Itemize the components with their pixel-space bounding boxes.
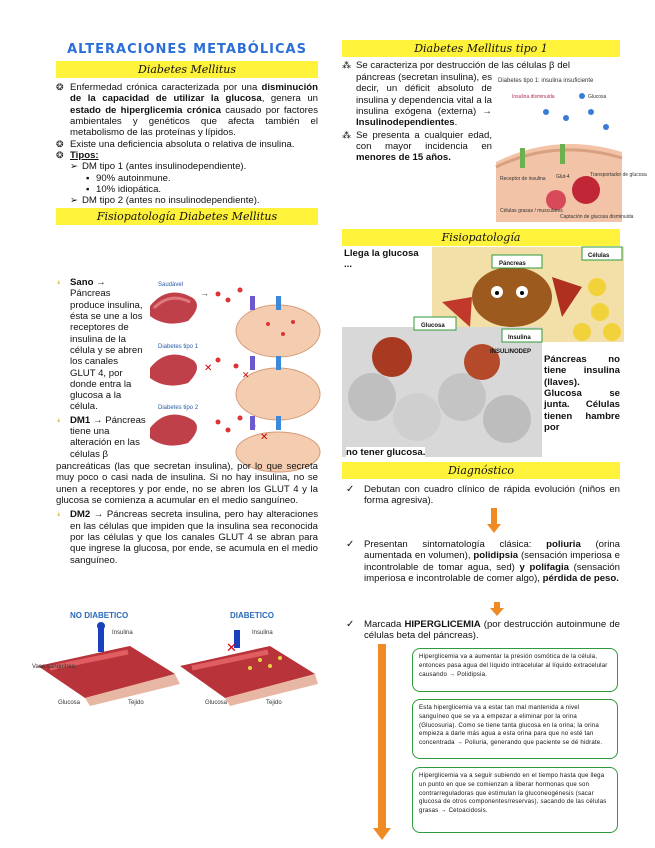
- note-poliuria: Esta hiperglicemia va a estar tan mal mantenida a nivel sanguíneo que se va a empezar a eliminar por la orina (Glucosuria). Como se tiene tanta glucosa en la orina; la orina empieza a darle más agua a esta orina para que no esté tan concentrada → Poliuria, generando que paciente se dé hidrate.: [412, 699, 618, 759]
- svg-text:Insulina: Insulina: [508, 335, 531, 341]
- diabetes-types-diagram: [148, 276, 318, 460]
- sun-bullet-icon: ❂: [56, 82, 64, 92]
- dm1-bullets: páncreas (secretan insulina), es decir, un déficit absoluto de insulina y dependencia vital a la insulina exógena (externa) → Insulinodependientes. ⁂ Se presenta a cualquier edad, con mayor incidencia en menores de 15 años.: [342, 72, 492, 164]
- svg-text:Insulina: Insulina: [112, 630, 133, 636]
- svg-text:Glucosa: Glucosa: [588, 94, 607, 100]
- note-cetoacidosis: Hiperglicemia va a seguir subiendo en el tiempo hasta que llega un punto en que se comienzan a liberar hormonas que son contrarreguladoras que estimulan la gluconeogénesis (sacar glucosa de otros componentes/reservas), sacando de las células grasas → Cetoacidosis.: [412, 767, 618, 833]
- sano-block: ⍖ Sano → Páncreas produce insulina, ésta se une a los receptores de insulina de la célula y se abren los canales GLUT 4, por donde entra la glucosa a la célula. ⍖ DM1 → Páncreas tiene una alteración en las células β: [56, 277, 146, 460]
- svg-text:✕: ✕: [242, 370, 250, 380]
- svg-text:✕: ✕: [204, 363, 213, 374]
- svg-text:→: →: [200, 288, 209, 298]
- intro-bullet-2: ❂ Existe una deficiencia absoluta o relativa de insulina.: [56, 138, 295, 150]
- svg-text:✕: ✕: [260, 432, 269, 443]
- fisio-heading-left: Fisiopatología Diabetes Mellitus: [56, 208, 318, 225]
- llega-glucosa-text: Llega la glucosa ...: [344, 248, 424, 271]
- svg-text:Glut-4: Glut-4: [556, 174, 570, 180]
- svg-text:Captación de glucosa disminuid: Captación de glucosa disminuida: [560, 214, 634, 220]
- diag-item-3: ✓ Marcada HIPERGLICEMIA (por destrucción autoinmune de células beta del páncreas).: [346, 619, 621, 642]
- svg-text:Diabetes tipo 1: insulina insu: Diabetes tipo 1: insulina insuficiente: [498, 78, 594, 84]
- down-arrow-icon: [487, 524, 501, 533]
- sun-bullet-icon: ❂: [56, 138, 64, 149]
- svg-text:Transportador de glucosa: Transportador de glucosa: [590, 172, 647, 178]
- asterisk-bullet-icon: ⁂: [342, 129, 351, 140]
- svg-text:Diabetes tipo 2: Diabetes tipo 2: [158, 405, 199, 411]
- dm1-insulin-figure: [496, 72, 647, 222]
- down-arrow-icon: [373, 828, 391, 840]
- svg-text:DIABETICO: DIABETICO: [230, 611, 274, 620]
- left-column: [56, 61, 318, 225]
- diag-heading: Diagnóstico: [342, 462, 620, 479]
- sun-bullet-icon: ❂: [56, 149, 64, 160]
- svg-text:Insulina disminuida: Insulina disminuida: [512, 94, 555, 100]
- long-arrow-shaft: [378, 644, 386, 830]
- svg-text:Receptor de insulina: Receptor de insulina: [500, 176, 546, 182]
- dm1-continued: pancreáticas (las que secretan insulina), por lo que secreta muy poco o casi nada de insulina. Si no hay insulina, no se unen a receptores y por ende, no se abren los GLUT 4 y la glucosa se comienza a acumular en el medio sanguíneo. ⍖ DM2 → Páncreas secreta insulina, pero hay alteraciones en las células que impiden que la insulina sea reconocida por las células y que los canales GLUT 4 se abran para que ingrese la glucosa, por ende, se acumula en el medio sanguíneo.: [56, 461, 318, 566]
- pin-bullet-icon: ⍖: [56, 414, 62, 425]
- svg-text:Insulina: Insulina: [252, 630, 273, 636]
- svg-text:Tejido: Tejido: [266, 700, 282, 706]
- tipo-1b: ▪ 10% idiopática.: [86, 183, 162, 195]
- dm2-bullet: ⍖ DM2 → Páncreas secreta insulina, pero hay alteraciones en las células que impiden que la insulina sea reconocida por las células y que los canales GLUT 4 se abran para que ingrese la glucosa, por ende, se acumula en el medio sanguíneo.: [56, 509, 318, 566]
- svg-text:NO DIABETICO: NO DIABETICO: [70, 611, 129, 620]
- svg-text:Páncreas: Páncreas: [499, 261, 526, 267]
- svg-text:Saudável: Saudável: [158, 282, 184, 288]
- svg-text:Tejido: Tejido: [128, 700, 144, 706]
- tipos-label: ❂ Tipos:: [56, 149, 99, 161]
- intro-bullet-1: ❂ Enfermedad crónica caracterizada por una disminución de la capacidad de utilizar la glucosa, genera un estado de hiperglicemia crónica causado por factores ambientales y genéticos que afecta también el metabolismo de las proteínas y lípidos.: [56, 82, 319, 139]
- diag-list: [342, 484, 620, 507]
- svg-text:Glucosa: Glucosa: [58, 700, 81, 706]
- svg-text:Células grasas / musculares: Células grasas / musculares: [500, 208, 563, 214]
- pin-bullet-icon: ⍖: [56, 509, 62, 520]
- asterisk-bullet-icon: ⁂: [342, 60, 351, 70]
- fisio-heading-right: Fisiopatología: [342, 229, 620, 246]
- main-title: ALTERACIONES METABÓLICAS: [67, 42, 307, 57]
- note-polidipsia: Hiperglicemia va a aumentar la presión osmótica de la célula, entonces pasa agua del líquido intracelular al líquido extracelular causando → Polidipsia.: [412, 648, 618, 692]
- diag-item-2: ✓ Presentan sintomatología clásica: poliuria (orina aumentada en volumen), polidipsia (sensación imperiosa e incontrolable de tomar agua, sed) y polifagia (sensación imperiosa e incontrolable de comer algo), pérdida de peso.: [346, 539, 620, 584]
- svg-text:INSULINODEP: INSULINODEP: [490, 349, 532, 355]
- svg-text:Células: Células: [588, 253, 610, 259]
- svg-text:Glucosa: Glucosa: [205, 700, 228, 706]
- down-arrow-icon: [490, 608, 504, 616]
- svg-text:✕: ✕: [226, 640, 237, 655]
- svg-text:Glucosa: Glucosa: [421, 323, 445, 329]
- tipo-2: ➢ DM tipo 2 (antes no insulinodependiente).: [70, 195, 260, 207]
- vessel-comparison-figure: [30, 606, 320, 706]
- cartoon-bottom-text: no tener glucosa.: [346, 447, 426, 458]
- tipo-1: ➢ DM tipo 1 (antes insulinodependiente).: [70, 161, 247, 173]
- dm1-bullet-1-top: ⁂ Se caracteriza por destrucción de las células β del: [342, 60, 571, 71]
- cartoon-side-text: Páncreas no tiene insulina (llaves). Glucosa se junta. Células tienen hambre por: [544, 354, 620, 433]
- svg-text:Diabetes tipo 1: Diabetes tipo 1: [158, 344, 199, 350]
- tipo-1a: ▪ 90% autoinmune.: [86, 172, 171, 184]
- dm1-heading: Diabetes Mellitus tipo 1: [342, 40, 620, 57]
- pin-bullet-icon: ⍖: [56, 277, 62, 287]
- svg-text:Vaso sanguíneo: Vaso sanguíneo: [32, 664, 75, 670]
- diag-item-1: ✓ Debutan con cuadro clínico de rápida evolución (niños en forma agresiva).: [346, 484, 620, 507]
- dm-heading: Diabetes Mellitus: [56, 61, 318, 78]
